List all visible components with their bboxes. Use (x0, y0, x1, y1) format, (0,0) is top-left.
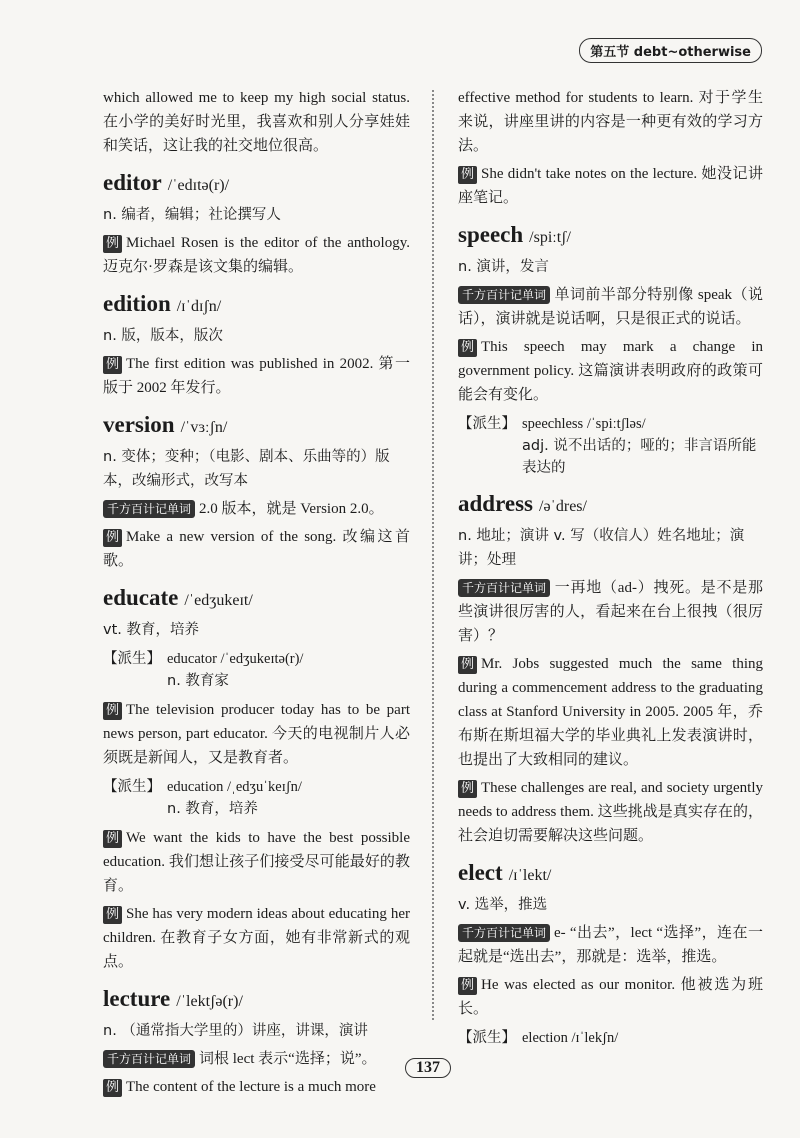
headword-speech (458, 220, 763, 253)
word: address (458, 491, 533, 516)
derived-word: educator /ˈedʒukeɪtə(r)/ (167, 651, 304, 667)
headword-address (458, 489, 763, 522)
example-text: Mr. Jobs suggested much the same thing during a commencement address to the graduating class at Stanford University in 2005. 2005 年，乔布斯在斯坦福大学的毕业典礼上发表演讲时，也提出了大致相同的建议。 (458, 656, 763, 768)
pronunciation: /ˈvɜːʃn/ (180, 419, 228, 436)
definition: n. 版，版本，版次 (103, 328, 223, 344)
mnemonic-badge: 千方百计记单词 (458, 286, 550, 304)
mnemonic-badge: 千方百计记单词 (458, 924, 550, 942)
mnemonic-badge: 千方百计记单词 (458, 579, 550, 597)
derived-definition: n. 教育家 (167, 673, 229, 689)
headword-educate (103, 583, 410, 616)
mnemonic-text: 一再地（ad-）拽死。是不是那些演讲很厉害的人，看起来在台上很拽（很厉害）？ (458, 580, 763, 644)
definition: n. 演讲，发言 (458, 259, 549, 275)
headword-version (103, 410, 410, 443)
example-text: She has very modern ideas about educating her children. 在教育子女方面，她有非常新式的观点。 (103, 906, 410, 970)
example (103, 826, 410, 898)
derived-word: election /ɪˈlekʃn/ (522, 1030, 619, 1046)
mnemonic-text: 单词前半部分特别像 speak（说话），演讲就是说话啊，只是很正式的说话。 (458, 287, 763, 327)
mnemonic (103, 497, 410, 521)
example-badge: 例 (103, 529, 122, 547)
mnemonic (458, 283, 763, 331)
word: editor (103, 170, 162, 195)
example-text: Michael Rosen is the editor of the anthology. 迈克尔·罗森是该文集的编辑。 (103, 235, 410, 275)
example-text: He was elected as our monitor. 他被选为班长。 (458, 977, 763, 1017)
example-badge: 例 (458, 166, 477, 184)
derived-word: speechless /ˈspiːtʃləs/ (522, 416, 646, 432)
definition: n. 变体；变种；（电影、剧本、乐曲等的）版本，改编形式，改写本 (103, 449, 390, 489)
example-badge: 例 (103, 906, 122, 924)
pronunciation: /ˈedʒukeɪt/ (184, 592, 253, 609)
headword-edition (103, 289, 410, 322)
example-text: The television producer today has to be part news person, part educator. 今天的电视制片人必须既是新闻人，又是教育者。 (103, 702, 410, 766)
right-column (458, 86, 763, 1055)
example-badge: 例 (103, 356, 122, 374)
example-text: These challenges are real, and society urgently needs to address them. 这些挑战是真实存在的，社会迫切需要解决这些问题。 (458, 780, 763, 844)
derived-definition: n. 教育，培养 (167, 801, 258, 817)
pronunciation: /ˈlektʃə(r)/ (176, 993, 243, 1010)
example (458, 652, 763, 772)
example (103, 525, 410, 573)
definition: n. 地址；演讲 v. 写（收信人）姓名地址；演讲；处理 (458, 528, 745, 568)
word: edition (103, 291, 171, 316)
mnemonic (458, 576, 763, 648)
example-badge: 例 (103, 235, 122, 253)
example-text: Make a new version of the song. 改编这首歌。 (103, 529, 410, 569)
definition: n. 编者，编辑；社论撰写人 (103, 207, 281, 223)
word: version (103, 412, 175, 437)
example (103, 231, 410, 279)
word: elect (458, 860, 503, 885)
example-badge: 例 (458, 780, 477, 798)
example-badge: 例 (458, 339, 477, 357)
mnemonic (458, 921, 763, 969)
example-badge: 例 (458, 977, 477, 995)
mnemonic-text: 2.0 版本，就是 Version 2.0。 (199, 501, 384, 517)
example-badge: 例 (103, 702, 122, 720)
left-column (103, 86, 410, 1103)
example-text: The first edition was published in 2002. 第一版于 2002 年发行。 (103, 356, 410, 396)
example (103, 1075, 410, 1099)
example-text: This speech may mark a change in government policy. 这篇演讲表明政府的政策可能会有变化。 (458, 339, 763, 403)
example-badge: 例 (458, 656, 477, 674)
derived-entry (103, 648, 410, 692)
headword-lecture (103, 984, 410, 1017)
word: speech (458, 222, 524, 247)
derived-entry (458, 1027, 763, 1049)
pronunciation: /ɪˈlekt/ (508, 867, 552, 884)
example-text: The content of the lecture is a much more (126, 1079, 376, 1095)
headword-editor (103, 168, 410, 201)
page-number: 137 (405, 1058, 451, 1078)
continued-text: effective method for students to learn. 对于学生来说，讲座里讲的内容是一种更有效的学习方法。 (458, 90, 763, 154)
example-badge: 例 (103, 1079, 122, 1097)
definition: v. 选举，推选 (458, 897, 548, 913)
continued-text: which allowed me to keep my high social status. 在小学的美好时光里，我喜欢和别人分享娃娃和笑话，这让我的社交地位很高。 (103, 90, 410, 154)
section-header: 第五节 debt~otherwise (579, 38, 762, 63)
derived-entry (103, 776, 410, 820)
example (103, 352, 410, 400)
derived-label: 【派生】 (458, 416, 516, 432)
mnemonic-text: e- “出去”，lect “选择”，连在一起就是“选出去”，那就是：选举，推选。 (458, 925, 763, 965)
definition: vt. 教育，培养 (103, 622, 199, 638)
word: educate (103, 585, 179, 610)
mnemonic-text: 词根 lect 表示“选择；说”。 (199, 1051, 377, 1067)
derived-entry (458, 413, 763, 479)
mnemonic-badge: 千方百计记单词 (103, 500, 195, 518)
pronunciation: /əˈdres/ (539, 498, 587, 515)
example-badge: 例 (103, 830, 122, 848)
derived-label: 【派生】 (103, 779, 161, 795)
word: lecture (103, 986, 171, 1011)
example-text: We want the kids to have the best possible education. 我们想让孩子们接受尽可能最好的教育。 (103, 830, 410, 894)
example (458, 162, 763, 210)
example (103, 902, 410, 974)
derived-label: 【派生】 (103, 651, 161, 667)
derived-definition: adj. 说不出话的；哑的；非言语所能表达的 (522, 438, 757, 476)
column-divider (432, 90, 434, 1020)
example (103, 698, 410, 770)
example (458, 335, 763, 407)
derived-word: education /ˌedʒuˈkeɪʃn/ (167, 779, 302, 795)
pronunciation: /ˈedɪtə(r)/ (167, 177, 230, 194)
example (458, 973, 763, 1021)
derived-label: 【派生】 (458, 1030, 516, 1046)
headword-elect (458, 858, 763, 891)
pronunciation: /ɪˈdɪʃn/ (176, 298, 222, 315)
pronunciation: /spiːtʃ/ (529, 229, 571, 246)
definition: n. （通常指大学里的）讲座，讲课，演讲 (103, 1023, 368, 1039)
mnemonic (103, 1047, 410, 1071)
mnemonic-badge: 千方百计记单词 (103, 1050, 195, 1068)
example-text: She didn't take notes on the lecture. 她没记讲座笔记。 (458, 166, 763, 206)
example (458, 776, 763, 848)
